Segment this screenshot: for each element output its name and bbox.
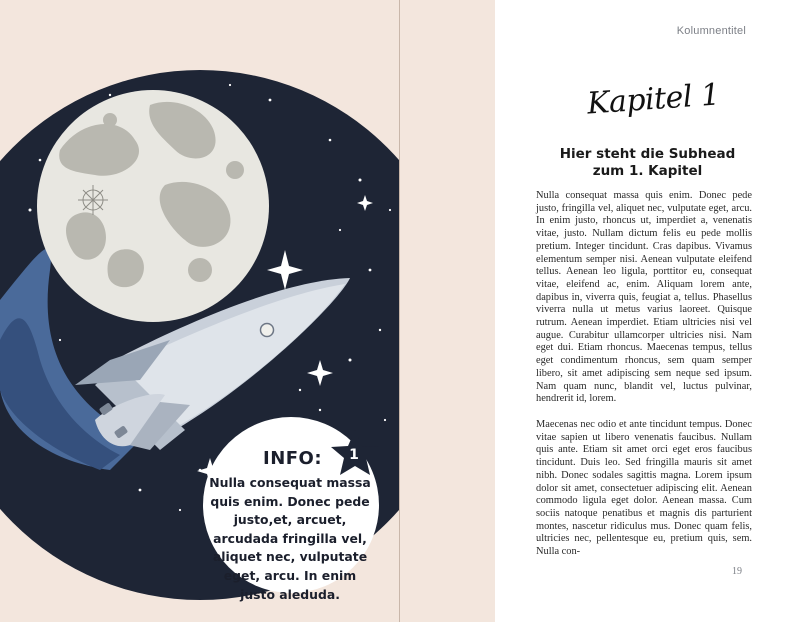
right-page [495, 0, 800, 622]
body-paragraph: Nulla consequat massa quis enim. Donec pede justo, fringilla vel, aliquet nec, vulputate eget, arcu. In enim justo, rhoncus ut, imperdiet a, venenatis vitae, justo. Nullam dictum felis eu pede mollis pretium. Integer tincidunt. Cras dapibus. Vivamus elementum semper nisi. Aenean vulputate eleifend tellus. Aenean leo ligula, porttitor eu, consequat vitae, eleifend ac, enim. Aliquam lorem ante, dapibus in, viverra quis, feugiat a, tellus. Phasellus viverra nulla ut metus varius laoreet. Quisque rutrum. Aenean imperdiet. Etiam ultricies nisi vel augue. Curabitur ullamcorper ultricies nisi. Nam eget dui. Etiam rhoncus. Maecenas tempus, tellus eget condimentum rhoncus, sem quam semper libero, sit amet adipiscing sem neque sed ipsum. Nam quam nunc, blandit vel, luctus pulvinar, hendrerit id, lorem. [536, 190, 752, 405]
info-title: INFO: [263, 448, 323, 469]
info-text: Nulla consequat massa quis enim. Donec pede justo,et, arcuet, arcudada fringilla vel, aliquet nec, vulputate eget, arcu. In enim justo aleduda. [209, 475, 371, 602]
page-margin-strip [400, 0, 495, 622]
body-paragraph: Maecenas nec odio et ante tincidunt tempus. Donec vitae sapien ut libero venenatis faucibus. Nullam quis ante. Etiam sit amet orci eget eros faucibus tincidunt. Duis leo. Sed fringilla mauris sit amet nibh. Donec sodales sagittis magna. Lorem ipsum dolor sit amet, consectetuer adipiscing elit. Aenean commodo ligula eget dolor. Aenean massa. Cum sociis natoque penatibus et magnis dis parturient montes, nascetur ridiculus mus. Donec quam felis, ultricies nec, pellentesque eu, pretium quis, sem. Nulla con- [536, 419, 752, 558]
page-number: 19 [732, 566, 742, 577]
chapter-subhead: Hier steht die Subhead zum 1. Kapitel [559, 146, 736, 179]
chapter-title: Kapitel 1 [585, 77, 721, 122]
badge-number: 1 [349, 447, 359, 463]
running-head: Kolumnentitel [676, 25, 746, 37]
